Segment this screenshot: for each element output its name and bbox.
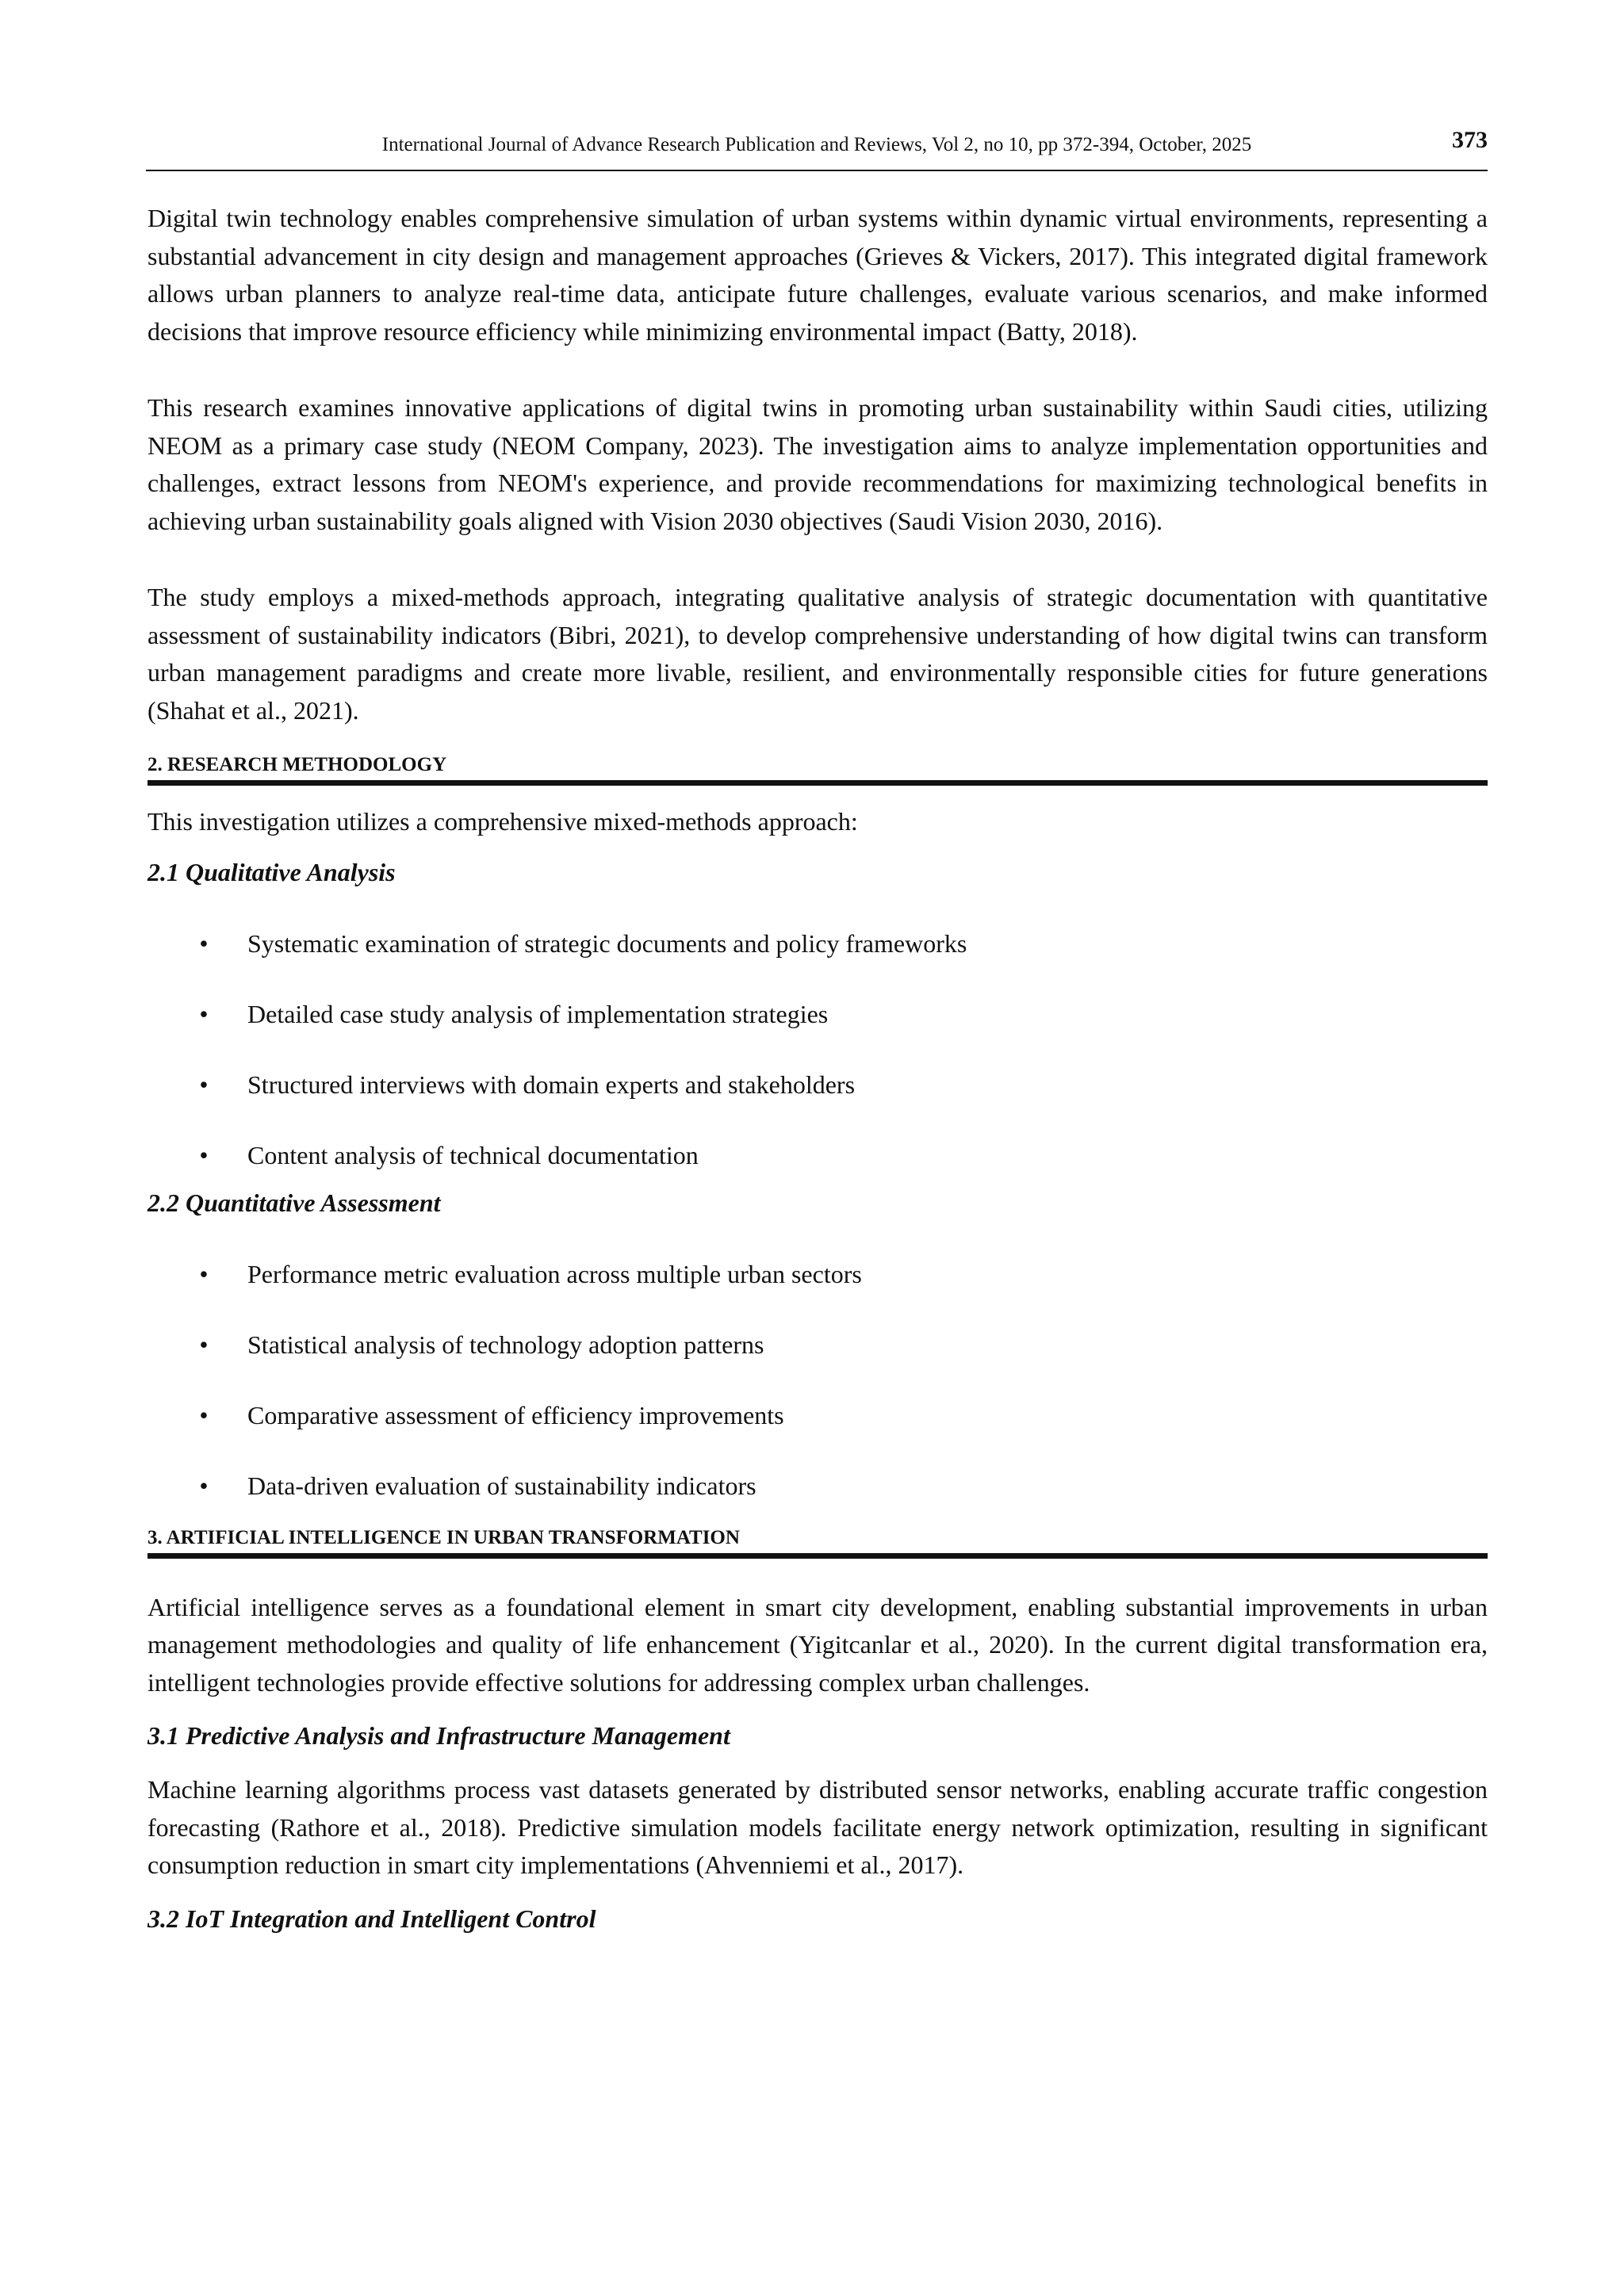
list-item-text: Performance metric evaluation across multiple urban sectors (247, 1259, 862, 1288)
list-item (147, 1257, 1488, 1291)
list-item (147, 1399, 1488, 1432)
header-rule (146, 170, 1488, 171)
bullet-symbol: • (199, 1400, 209, 1429)
intro-paragraph-2: This research examines innovative applications of digital twins in promoting urban sustainability within Saudi cities, utilizing NEOM as a primary case study (NEOM Company, 2023). The investigation aims to analyze implementation opportunities and challenges, extract lessons from NEOM's experience, and provide recommendations for maximizing technological benefits in achieving urban sustainability goals aligned with Vision 2030 objectives (Saudi Vision 2030, 2016). (147, 393, 1488, 535)
bullet-symbol: • (199, 928, 209, 958)
intro-paragraph-3: The study employs a mixed-methods approach, integrating qualitative analysis of strategic documentation with quantitative assessment of sustainability indicators (Bibri, 2021), to develop comprehensive understanding of how digital twins can transform urban management paradigms and create more livable, resilient, and environmentally responsible cities for future generations (Shahat et al., 2021). (147, 583, 1488, 725)
list-item-text: Content analysis of technical documentation (247, 1140, 699, 1169)
list-item (147, 1328, 1488, 1361)
list-item (147, 1068, 1488, 1101)
body-content (147, 200, 1488, 1935)
bullet-symbol: • (199, 1471, 209, 1500)
list-item (147, 997, 1488, 1031)
list-item-text: Data-driven evaluation of sustainability indicators (247, 1471, 756, 1500)
list-item-text: Statistical analysis of technology adoption patterns (247, 1330, 764, 1359)
subheading-quantitative-assessment: 2.2 Quantitative Assessment (147, 1188, 441, 1217)
list-item (147, 927, 1488, 960)
subheading-predictive-analysis: 3.1 Predictive Analysis and Infrastructure Management (147, 1721, 730, 1750)
list-item (147, 1469, 1488, 1502)
predictive-analysis-paragraph: Machine learning algorithms process vast datasets generated by distributed sensor networks, enabling accurate traffic congestion forecasting (Rathore et al., 2018). Predictive simulation models facilitate energy network optimization, resulting in significant consumption reduction in smart city implementations (Ahvenniemi et al., 2017). (147, 1775, 1488, 1879)
quantitative-assessment-list (147, 1257, 1488, 1502)
bullet-symbol: • (199, 1259, 209, 1288)
ai-intro-paragraph: Artificial intelligence serves as a foundational element in smart city development, enabling substantial improvements in urban management methodologies and quality of life enhancement (Yigitcanlar et al., 2020). In the current digital transformation era, intelligent technologies provide effective solutions for addressing complex urban challenges. (147, 1592, 1488, 1697)
list-item (147, 1138, 1488, 1172)
list-item-text: Systematic examination of strategic documents and policy frameworks (247, 928, 967, 958)
methodology-intro: This investigation utilizes a comprehensive mixed-methods approach: (147, 807, 858, 836)
bullet-symbol: • (199, 1070, 209, 1099)
list-item-text: Detailed case study analysis of implementation strategies (247, 999, 829, 1028)
subheading-iot-integration: 3.2 IoT Integration and Intelligent Control (147, 1904, 596, 1933)
subheading-qualitative-analysis: 2.1 Qualitative Analysis (147, 857, 396, 886)
running-header (146, 127, 1488, 166)
journal-citation: International Journal of Advance Research Publication and Reviews, Vol 2, no 10, pp 372-394, October, 2025 (381, 134, 1252, 155)
list-item-text: Comparative assessment of efficiency improvements (247, 1400, 784, 1429)
list-item-text: Structured interviews with domain experts and stakeholders (247, 1070, 856, 1099)
bullet-symbol: • (199, 1330, 209, 1359)
section-heading-ai-urban-transformation: 3. ARTIFICIAL INTELLIGENCE IN URBAN TRANSFORMATION (147, 1526, 1488, 1559)
section-heading-research-methodology: 2. RESEARCH METHODOLOGY (147, 753, 1488, 786)
page-number: 373 (1452, 127, 1488, 153)
intro-paragraph-1: Digital twin technology enables comprehensive simulation of urban systems within dynamic virtual environments, representing a substantial advancement in city design and management approaches (Grieves & Vickers, 2017). This integrated digital framework allows urban planners to analyze real-time data, anticipate future challenges, evaluate various scenarios, and make informed decisions that improve resource efficiency while minimizing environmental impact (Batty, 2018). (147, 204, 1488, 346)
qualitative-analysis-list (147, 927, 1488, 1172)
bullet-symbol: • (199, 1140, 209, 1169)
bullet-symbol: • (199, 999, 209, 1028)
